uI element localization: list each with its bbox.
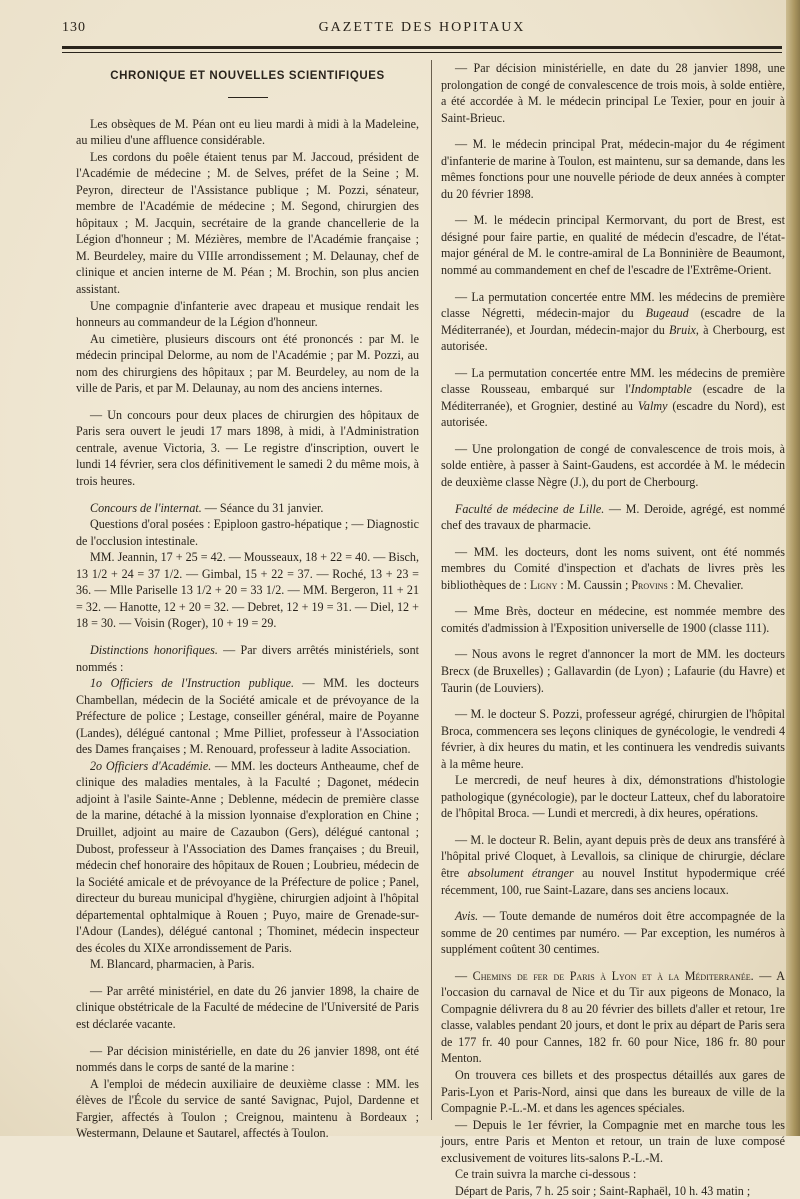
paragraph: Les cordons du poêle étaient tenus par M. Jaccoud, président de l'Académie de médecine ; M. de Selves, préfet de la Seine ; M. Peyron, directeur de l'Assistance publique ; M. Pozzi, sénateur, membre de l'Académie de médecine ; M. Segond, chirurgien des hôpitaux ; M. Jacquin, secrétaire de la grande chancellerie de la Légion d'honneur ; M. Mézières, membre de l'Académie française ; M. Beurdeley, maire du VIIIe arrondissement ; M. Delaunay, chef de clinique et ancien interne de M. Péan ; M. Brochin, son plus ancien assistant. bbox=[76, 149, 419, 297]
paragraph: — La permutation concertée entre MM. les médecins de première classe Rousseau, embarqué sur l'Indomptable (escadre de la Méditerranée), et Grognier, destiné au Valmy (escadre du Nord), est autorisée. bbox=[441, 365, 785, 430]
paragraph: — Nous avons le regret d'annoncer la mort de MM. les docteurs Brecx (de Bruxelles) ; Gallavardin (de Lyon) ; Lafaurie (du Havre) et Taurin (de Louviers). bbox=[441, 647, 785, 695]
left-column bbox=[76, 60, 419, 1142]
paragraph: — M. le médecin principal Prat, médecin-major du 4e régiment d'infanterie de marine à Toulon, est maintenu, sur sa demande, dans les mêmes fonctions pour une nouvelle période de deux années à compter du 20 février 1898. bbox=[441, 137, 785, 201]
rubric-label: — Chemins de fer de Paris à Lyon et à la Méditerranée. bbox=[455, 968, 754, 983]
paragraph: Le mercredi, de neuf heures à dix, démonstrations d'histologie pathologique (gynécologie), par le docteur Latteux, chef du laboratoire de l'hôpital Broca. — Lundi et mercredi, à dix heures, opérations. bbox=[441, 773, 785, 821]
page-header bbox=[62, 14, 782, 44]
ship-name: Indomptable bbox=[630, 382, 692, 397]
paragraph bbox=[76, 500, 419, 517]
place-name: Ligny bbox=[530, 577, 558, 592]
paragraph: MM. Jeannin, 17 + 25 = 42. — Mousseaux, 18 + 22 = 40. — Bisch, 13 1/2 + 24 = 37 1/2. — Gimbal, 15 + 22 = 37. — Roché, 13 + 23 = 36. — Mlle Pariselle 13 1/2 + 20 = 33 1/2. — MM. Bergeron, 11 + 21 = 32. — Hanotte, 12 + 20 = 32. — Debret, 12 + 19 = 31. — Diel, 12 + 18 = 30. — Voisin (Roger), 10 + 19 = 29. bbox=[76, 550, 419, 631]
paragraph: A l'emploi de médecin auxiliaire de deuxième classe : MM. les élèves de l'École du service de santé Savignac, Pujol, Dardenne et Fargier, affectés à Toulon ; Creignou, maintenu à Bordeaux ; Westermann, Delaune et Sautarel, affectés à Toulon. bbox=[76, 1076, 419, 1141]
paragraph bbox=[76, 758, 419, 957]
paragraph: Au cimetière, plusieurs discours ont été prononcés : par M. le médecin principal Delorme, au nom de l'Académie ; par M. Pozzi, au nom des chirurgiens des hôpitaux ; par M. Beurdeley, au nom de la ville de Paris, et par M. Delaunay, au nom des anciens internes. bbox=[76, 331, 419, 396]
paragraph-text: — Par divers arrêtés ministériels, sont nommés : bbox=[76, 642, 419, 674]
rubric-label: Avis. bbox=[455, 909, 479, 924]
paragraph bbox=[441, 968, 785, 1067]
paragraph-text: — Séance du 31 janvier. bbox=[204, 500, 324, 515]
place-name: Provins bbox=[631, 577, 668, 592]
rubric-label: 2o Officiers d'Académie. bbox=[90, 758, 212, 773]
paragraph: — Une prolongation de congé de convalescence de trois mois, à solde entière, à passer à Saint-Gaudens, est accordée à M. le médecin de deuxième classe Nègre (J.), du port de Cherbourg. bbox=[441, 441, 785, 490]
paragraph: Questions d'oral posées : Epiploon gastro-hépatique ; — Diagnostic de l'occlusion intestinale. bbox=[76, 517, 419, 548]
paragraph bbox=[441, 501, 785, 534]
paragraph: — Par arrêté ministériel, en date du 26 janvier 1898, la chaire de clinique obstétricale de la Faculté de médecine de l'Université de Paris est déclarée vacante. bbox=[76, 983, 419, 1031]
paragraph: — Depuis le 1er février, la Compagnie met en marche tous les jours, entre Paris et Menton et retour, un train de luxe composé exclusivement de voitures lits-salons P.-L.-M. bbox=[441, 1117, 785, 1165]
rubric-label: 1o Officiers de l'Instruction publique. bbox=[90, 676, 295, 691]
rubric-label: Distinctions honorifiques. bbox=[90, 642, 218, 657]
rubric-label: Concours de l'internat. bbox=[90, 500, 202, 515]
paragraph: — MM. les docteurs, dont les noms suivent, ont été nommés membres du Comité d'inspection et d'achats de livres près les bibliothèques de : Ligny : M. Caussin ; Provins : M. Chevalier. bbox=[441, 544, 785, 592]
paragraph: Les obsèques de M. Péan ont eu lieu mardi à midi à la Madeleine, au milieu d'une affluence considérable. bbox=[76, 116, 419, 148]
rubric-label: Faculté de médecine de Lille. bbox=[455, 501, 605, 516]
paragraph: — Par décision ministérielle, en date du 28 janvier 1898, une prolongation de congé de convalescence de trois mois, à solde entière, a été accordée à M. le médecin principal Le Texier, pour en jouir à Saint-Brieuc. bbox=[441, 61, 785, 125]
paragraph: Départ de Paris, 7 h. 25 soir ; Saint-Raphaël, 10 h. 43 matin ; bbox=[455, 1183, 751, 1198]
paragraph: On trouvera ces billets et des prospectus détaillés aux gares de Paris-Lyon et Paris-Nord, ainsi que dans les bureaux de ville de la Compagnie P.-L.-M. et dans les agences spéciales. bbox=[441, 1067, 785, 1116]
paragraph: — M. le médecin principal Kermorvant, du port de Brest, est désigné pour faire partie, en qualité de médecin d'escadre, de l'état-major général de M. le contre-amiral de La Bonninière de Beaumont, nommé au commandement en chef de l'escadre de l'Extrême-Orient. bbox=[441, 213, 785, 278]
header-rule-thin bbox=[62, 52, 782, 53]
paragraph: — M. le docteur R. Belin, ayant depuis près de deux ans transféré à l'hôpital privé Cloquet, à Levallois, sa clinique de chirurgie, déclare être absolument étranger au nouvel Institut hypodermique créé récemment, 100, rue Saint-Lazare, dans ses anciens locaux. bbox=[441, 832, 785, 897]
paragraph bbox=[441, 908, 785, 958]
page-number: 130 bbox=[62, 20, 86, 35]
paragraph: Une compagnie d'infanterie avec drapeau et musique rendait les honneurs au commandeur de la Légion d'honneur. bbox=[76, 298, 419, 330]
paragraph: M. Blancard, pharmacien, à Paris. bbox=[90, 957, 255, 972]
paragraph: — Mme Brès, docteur en médecine, est nommée membre des comités d'admission à l'Exposition universelle de 1900 (classe 111). bbox=[441, 604, 785, 635]
paragraph: — M. le docteur S. Pozzi, professeur agrégé, chirurgien de l'hôpital Broca, commencera ses leçons cliniques de gynécologie, le vendredi 4 février, à dix heures du matin, et les continuera les vendredis suivants à la même heure. bbox=[441, 707, 785, 771]
paragraph-text: — MM. les docteurs Chambellan, médecin de la Société amicale et de prévoyance de la Préfecture de police ; Lestage, conseiller général, maire de Poyanne (Landes), délégué cantonal ; Mme Pilliet, professeur à l'Association des Dames françaises ; M. Renouard, professeur à ladite Association. bbox=[76, 676, 419, 757]
emphasis: absolument étranger bbox=[467, 865, 574, 880]
paragraph: — Un concours pour deux places de chirurgien des hôpitaux de Paris sera ouvert le jeudi 17 mars 1898, à midi, à l'Administration centrale, avenue Victoria, 3. — Le registre d'inscription, ouvert le lundi 14 février, sera clos définitivement le samedi 2 du même mois, à trois heures. bbox=[76, 407, 419, 489]
paragraph: Ce train suivra la marche ci-dessous : bbox=[455, 1167, 637, 1182]
paragraph-text: — MM. les docteurs Antheaume, chef de clinique des maladies mentales, à la Faculté ; Dagonet, médecin adjoint à l'asile Sainte-Anne ; Deblenne, médecin de première classe de la marine, détaché à la mission lyonnaise d'exploration en Chine ; Druillet, adjoint au maire de Cazaubon (Gers), délégué cantonal ; Dubost, professeur à l'Association des Dames françaises ; du Breuil, médecin chef honoraire des hôpitaux de Rouen ; Loubrieu, médecin de la Société amicale et de prévoyance de la Préfecture de police ; Panel, directeur du bureau municipal d'hygiène, chirurgien adjoint à l'hôpital départemental ophtalmique à Rouen ; Puyo, maire de Grenade-sur-l'Adour (Landes), délégué cantonal ; Thominet, médecin inspecteur des écoles du XIXe arrondissement de Paris. bbox=[76, 758, 419, 955]
section-title: CHRONIQUE ET NOUVELLES SCIENTIFIQUES bbox=[110, 70, 385, 82]
paragraph: — La permutation concertée entre MM. les médecins de première classe Négretti, médecin-major du Bugeaud (escadre de la Méditerranée), et Jourdan, médecin-major du Bruix, à Cherbourg, est autorisée. bbox=[441, 289, 785, 354]
ship-name: Bugeaud bbox=[645, 306, 689, 321]
title-rule bbox=[228, 97, 268, 98]
column-divider bbox=[431, 60, 432, 1120]
header-rule-thick bbox=[62, 46, 782, 49]
ship-name: Valmy bbox=[637, 398, 668, 413]
paragraph bbox=[76, 642, 419, 675]
paragraph: — Par décision ministérielle, en date du 26 janvier 1898, ont été nommés dans le corps de santé de la marine : bbox=[76, 1043, 419, 1075]
paragraph-text: — Toute demande de numéros doit être accompagnée de la somme de 20 centimes par numéro. — Par exception, les numéros à supplément coûtent 30 centimes. bbox=[441, 909, 785, 957]
paragraph-text: — M. Deroide, agrégé, est nommé chef des travaux de pharmacie. bbox=[441, 501, 785, 533]
right-column bbox=[441, 60, 785, 1199]
paragraph bbox=[76, 675, 419, 758]
paragraph-text: — A l'occasion du carnaval de Nice et du Tir aux pigeons de Monaco, la Compagnie délivrera du 8 au 20 février des billets d'aller et retour, 1re classe, valables pendant 20 jours, et dont le prix au départ de Paris sera de 177 fr. 40 pour Cannes, 182 fr. 60 pour Nice, 186 fr. 80 pour Menton. bbox=[441, 968, 785, 1066]
ship-name: Bruix bbox=[669, 322, 696, 337]
page-edge-stain bbox=[786, 0, 800, 1136]
journal-title: GAZETTE DES HOPITAUX bbox=[318, 20, 526, 35]
